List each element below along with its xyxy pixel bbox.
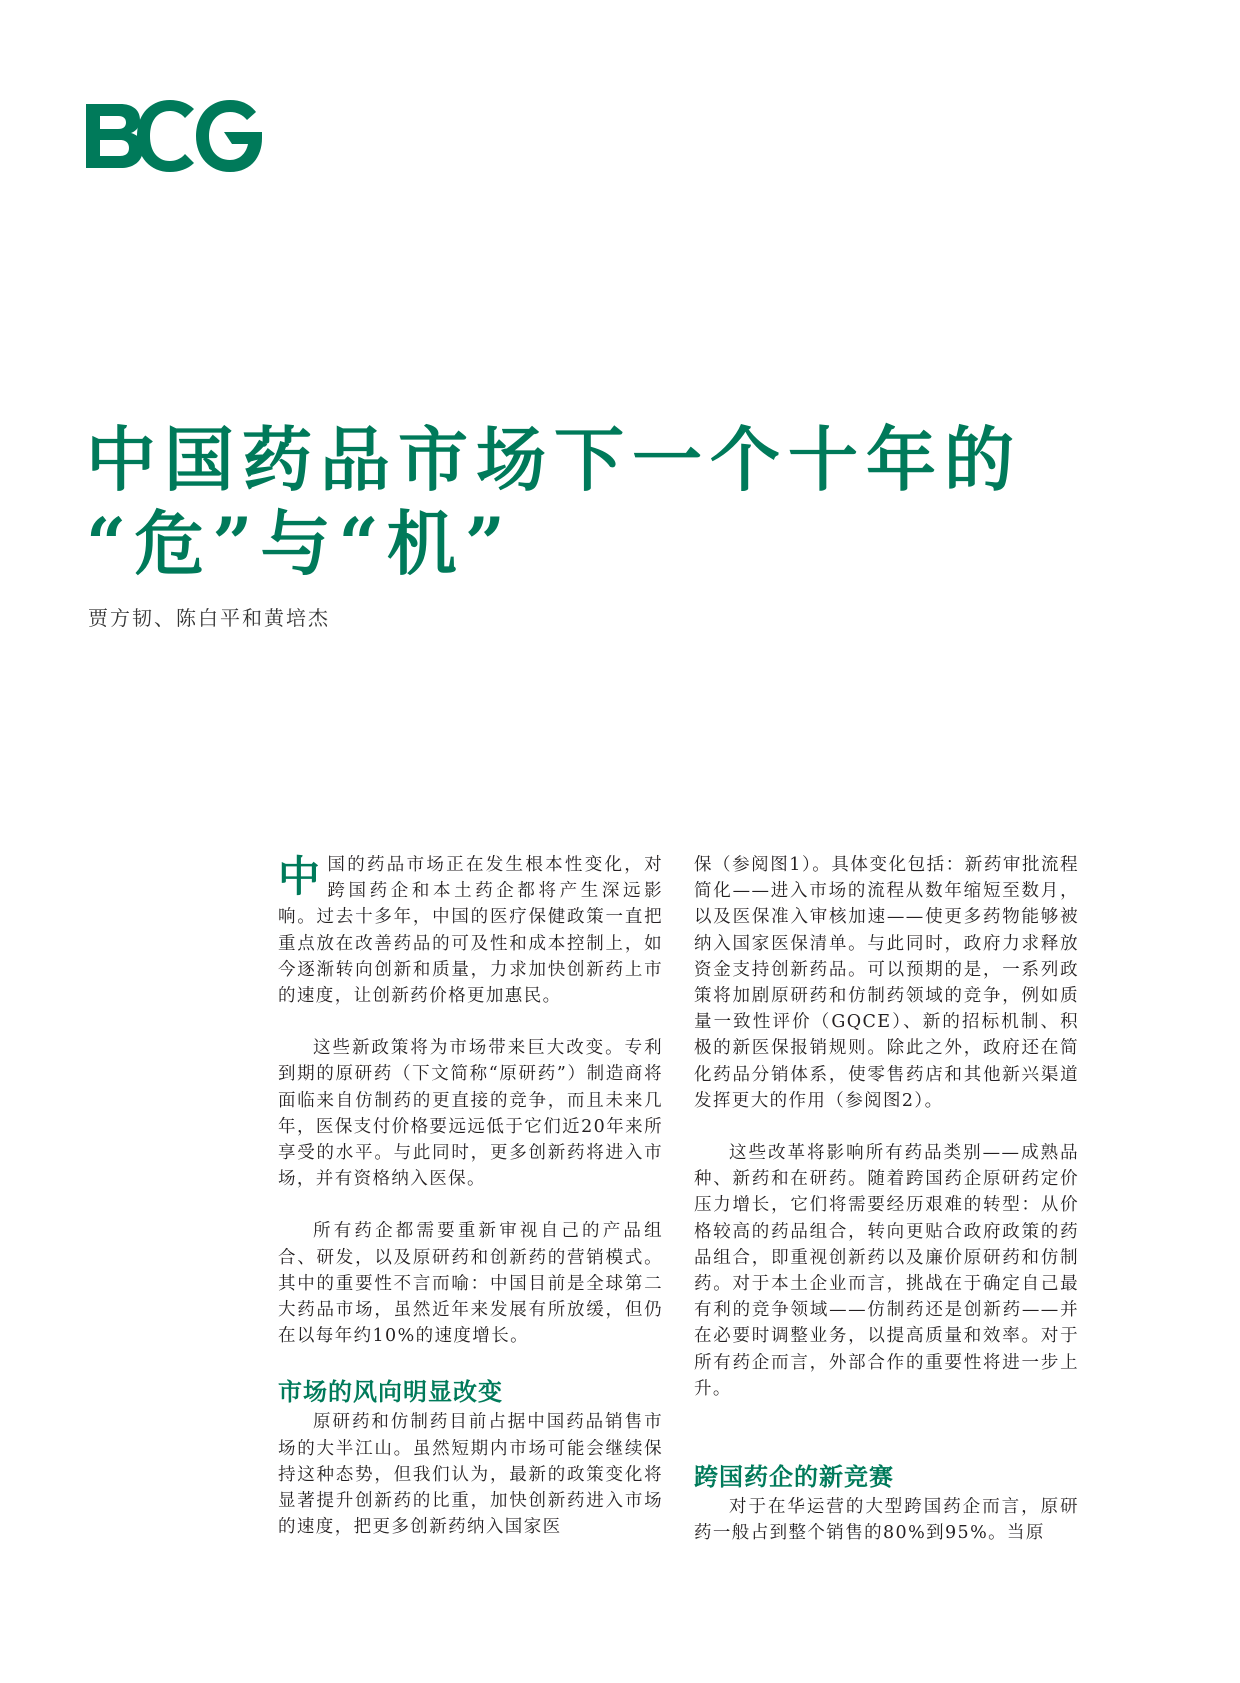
paragraph-4-continued: 保（参阅图1）。具体变化包括：新药审批流程简化——进入市场的流程从数年缩短至数月，以及医保准入审核加速——使更多药物能够被纳入国家医保清单。与此同时，政府力求释放资金支持创新药品。可以预期的是，一系列政策将加剧原研药和仿制药领域的竞争，例如质量一致性评价（GQCE）、新的招标机制、积极的新医保报销规则。除此之外，政府还在简化药品分销体系，使零售药店和其他新兴渠道发挥更大的作用（参阅图2）。 — [694, 855, 1079, 1111]
paragraph-intro-text: 国的药品市场正在发生根本性变化，对跨国药企和本土药企都将产生深远影响。过去十多年，中国的医疗保健政策一直把重点放在改善药品的可及性和成本控制上，如今逐渐转向创新和质量，力求加快创新药上市的速度，让创新药价格更加惠民。 — [278, 855, 663, 1007]
bcg-logo-mark — [84, 100, 264, 172]
paragraph-4: 原研药和仿制药目前占据中国药品销售市场的大半江山。虽然短期内市场可能会继续保持这种态势，但我们认为，最新的政策变化将显著提升创新药的比重，加快创新药进入市场的速度，把更多创新药纳入国家医 — [278, 1412, 663, 1538]
paragraph-6: 对于在华运营的大型跨国药企而言，原研药一般占到整个销售的80%到95%。当原 — [694, 1497, 1079, 1544]
body-column-left — [278, 852, 663, 1566]
section-heading-mnc-race: 跨国药企的新竞赛 — [694, 1462, 894, 1492]
paragraph-intro — [278, 852, 663, 1009]
paragraph-2: 这些新政策将为市场带来巨大改变。专利到期的原研药（下文简称“原研药”）制造商将面临来自仿制药的更直接的竞争，而且未来几年，医保支付价格要远远低于它们近20年来所享受的水平。与此同时，更多创新药将进入市场，并有资格纳入医保。 — [278, 1038, 663, 1190]
article-title-line1: 中国药品市场下一个十年的 — [86, 418, 1022, 501]
section-heading-market-shift: 市场的风向明显改变 — [278, 1377, 503, 1407]
spacer — [694, 1428, 1079, 1446]
paragraph-5: 这些改革将影响所有药品类别——成熟品种、新药和在研药。随着跨国药企原研药定价压力增长，它们将需要经历艰难的转型：从价格较高的药品组合，转向更贴合政府政策的药品组合，即重视创新药以及廉价原研药和仿制药。对于本土企业而言，挑战在于确定自己最有利的竞争领域——仿制药还是创新药——并在必要时调整业务，以提高质量和效率。对于所有药企而言，外部合作的重要性将进一步上升。 — [694, 1143, 1079, 1399]
article-title-line2: “危”与“机” — [86, 502, 514, 585]
drop-cap: 中 — [278, 852, 322, 901]
article-authors: 贾方韧、陈白平和黄培杰 — [88, 606, 330, 630]
bcg-logo — [84, 100, 264, 172]
body-column-right — [694, 852, 1079, 1572]
article-title — [86, 418, 1022, 586]
paragraph-3: 所有药企都需要重新审视自己的产品组合、研发，以及原研药和创新药的营销模式。其中的重要性不言而喻：中国目前是全球第二大药品市场，虽然近年来发展有所放缓，但仍在以每年约10%的速度增长。 — [278, 1221, 663, 1347]
